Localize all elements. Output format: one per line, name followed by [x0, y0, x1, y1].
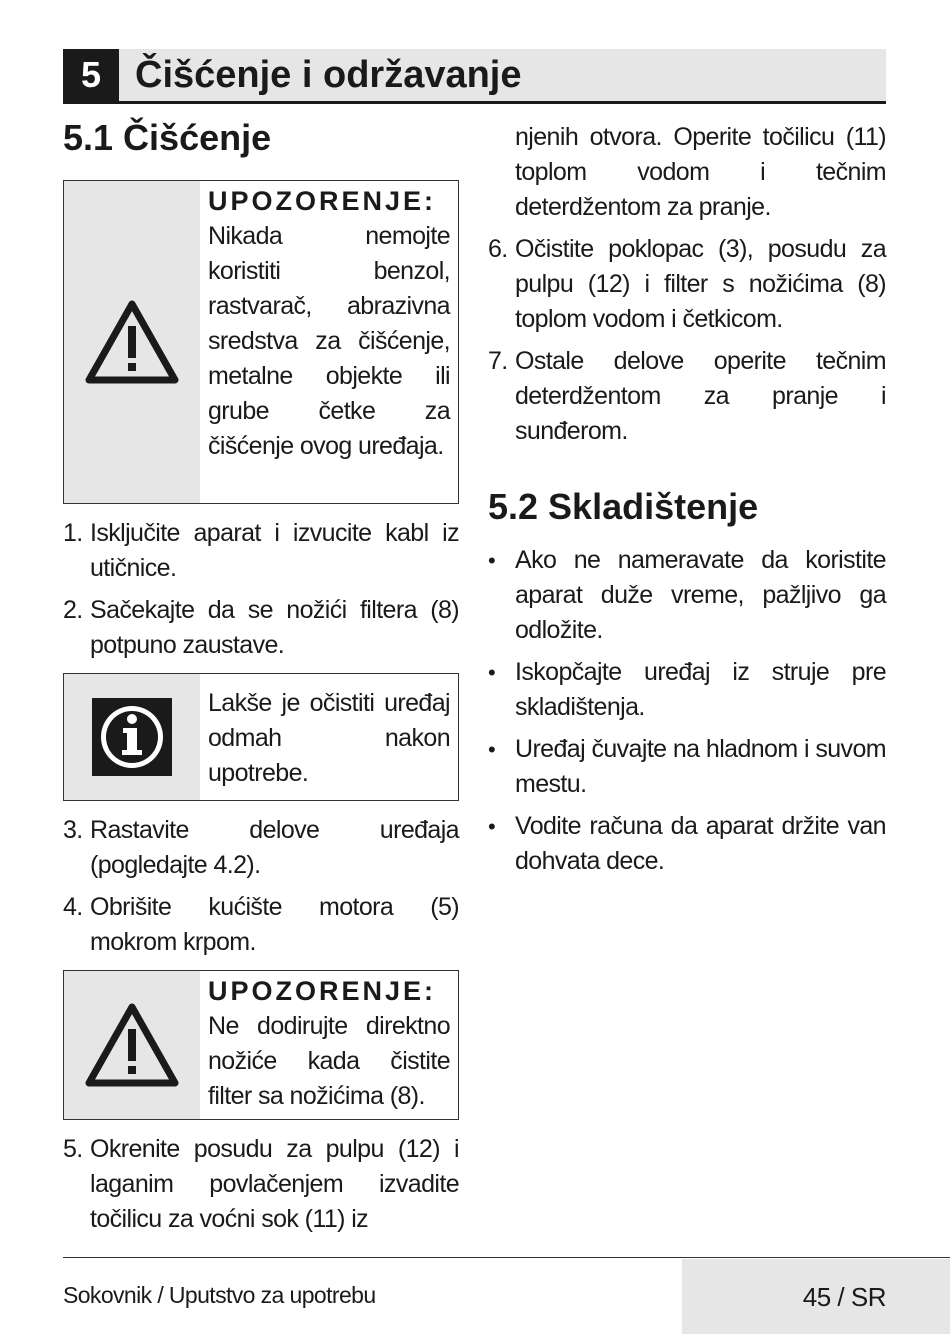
bullet-icon: • — [488, 660, 496, 685]
chapter-header — [63, 49, 886, 104]
bullet-icon: • — [488, 737, 496, 762]
footer-page-number: 45 / SR — [802, 1282, 886, 1312]
right-column — [488, 112, 886, 886]
warning-icon-cell — [64, 971, 200, 1119]
footer-divider — [63, 1257, 950, 1258]
warning-title: UPOZORENJE: — [208, 186, 437, 216]
info-text: Lakše je očistiti uređaj odmah nakon upotrebe. — [208, 689, 450, 787]
chapter-title: Čišćenje i održavanje — [135, 54, 522, 96]
section-title-storage: 5.2 Skladištenje — [488, 486, 759, 527]
warning-triangle-icon — [84, 1002, 180, 1088]
list-item — [63, 1132, 459, 1237]
bullet-text: Iskopčajte uređaj iz struje pre skladištenja. — [515, 658, 886, 721]
bullet-text: Ako ne nameravate da koristite aparat duže vreme, pažljivo ga odložite. — [515, 546, 886, 644]
step-number: 5. — [63, 1135, 83, 1163]
bullet-icon: • — [488, 548, 496, 573]
chapter-number: 5 — [63, 49, 119, 101]
step-number: 3. — [63, 816, 83, 844]
step-text: Sačekajte da se nožići filtera (8) potpuno zaustave. — [90, 596, 459, 659]
footer-document-title: Sokovnik / Uputstvo za upotrebu — [63, 1282, 376, 1308]
step-number: 4. — [63, 893, 83, 921]
step-text: Isključite aparat i izvucite kabl iz utičnice. — [90, 519, 459, 582]
bullet-icon: • — [488, 814, 496, 839]
info-box — [63, 673, 459, 801]
left-column — [63, 112, 459, 1244]
list-item-continuation — [488, 120, 886, 225]
step-text: njenih otvora. Operite točilicu (11) toplom vodom i tečnim deterdžentom za pranje. — [515, 123, 886, 221]
warning-title: UPOZORENJE: — [208, 976, 437, 1006]
section-title-cleaning: 5.1 Čišćenje — [63, 117, 272, 158]
warning-text: Nikada nemojte koristiti benzol, rastvarač, abrazivna sredstva za čišćenje, metalne objekte ili grube četke za čišćenje ovog uređaja. — [208, 222, 450, 460]
step-number: 7. — [488, 347, 508, 375]
list-item — [63, 516, 459, 586]
bullet-item — [488, 732, 886, 802]
step-text: Ostale delove operite tečnim deterdžentom za pranje i sunđerom. — [515, 347, 886, 445]
step-text: Očistite poklopac (3), posudu za pulpu (12) i filter s nožićima (8) toplom vodom i četkicom. — [515, 235, 886, 333]
step-number: 1. — [63, 519, 83, 547]
info-icon — [92, 698, 172, 776]
bullet-text: Uređaj čuvajte na hladnom i suvom mestu. — [515, 735, 886, 798]
warning-text: Ne dodirujte direktno nožiće kada čistite filter sa nožićima (8). — [208, 1012, 450, 1110]
step-text: Okrenite posudu za pulpu (12) i laganim povlačenjem izvadite točilicu za voćni sok (11) iz — [90, 1135, 459, 1233]
list-item — [63, 813, 459, 883]
warning-box-1 — [63, 180, 459, 504]
warning-icon-cell — [64, 181, 200, 503]
list-item — [63, 890, 459, 960]
info-icon-cell — [64, 674, 200, 800]
bullet-item — [488, 655, 886, 725]
bullet-item — [488, 809, 886, 879]
bullet-text: Vodite računa da aparat držite van dohvata dece. — [515, 812, 886, 875]
step-text: Rastavite delove uređaja (pogledajte 4.2). — [90, 816, 459, 879]
step-text: Obrišite kućište motora (5) mokrom krpom. — [90, 893, 459, 956]
list-item — [63, 593, 459, 663]
step-number: 2. — [63, 596, 83, 624]
step-number: 6. — [488, 235, 508, 263]
bullet-item — [488, 543, 886, 648]
warning-triangle-icon — [84, 299, 180, 385]
list-item — [488, 344, 886, 449]
list-item — [488, 232, 886, 337]
warning-box-2 — [63, 970, 459, 1120]
